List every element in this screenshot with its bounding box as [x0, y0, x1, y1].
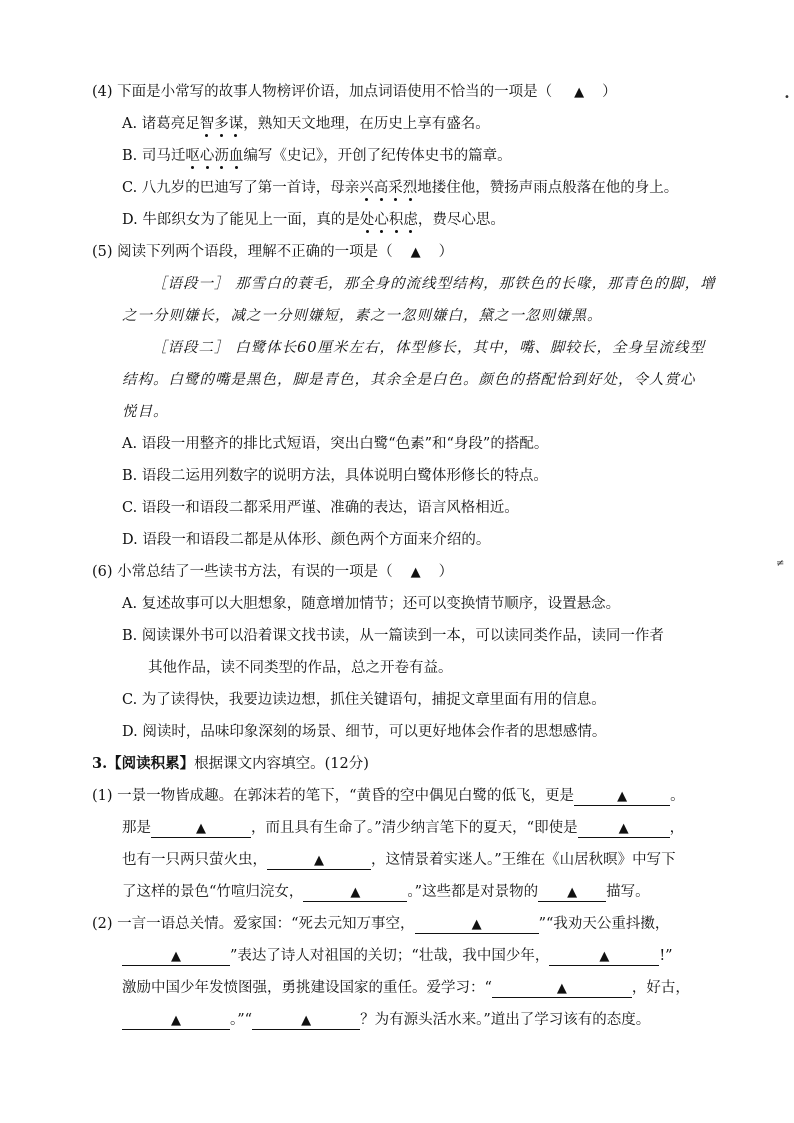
fill-blank[interactable]: [122, 947, 230, 966]
q3-1-line-2: 那是 ▲ ，而且具有生命了。”清少纳言笔下的夏天，“即使是 ▲ ，: [122, 820, 685, 836]
fill-blank[interactable]: [415, 915, 539, 934]
q4-option-a: A. 诸葛亮足智多谋，熟知天文地理，在历史上享有盛名。: [122, 116, 490, 132]
fill-blank[interactable]: [549, 947, 659, 966]
answer-triangle-icon: ▲: [410, 565, 421, 580]
q3-1-line-4: 了这样的景色“竹喧归浣女， ▲ 。”这些都是对景物的 ▲ 描写。: [122, 884, 650, 900]
fill-blank[interactable]: [122, 1011, 230, 1030]
scan-mark: •: [784, 92, 790, 103]
q6-stem-text: (6) 小常总结了一些读书方法，有误的一项是（: [92, 564, 393, 580]
q5-passage-2-line-3: 悦目。: [122, 404, 169, 420]
answer-triangle-icon: ▲: [556, 981, 567, 996]
q3-1-line-3: 也有一只两只萤火虫， ▲ ，这情景着实迷人。”王维在《山居秋暝》中写下: [122, 852, 676, 868]
q6-option-b-line-1: B. 阅读课外书可以沿着课文找书读，从一篇读到一本，可以读同类作品，读同一作者: [122, 628, 664, 644]
q6-option-a: A. 复述故事可以大胆想象，随意增加情节；还可以变换情节顺序，设置悬念。: [122, 596, 621, 612]
q3-header-label: 3.【阅读积累】: [92, 755, 195, 772]
q5-stem-text: (5) 阅读下列两个语段，理解不正确的一项是（: [92, 244, 393, 260]
q4-stem-close: ）: [602, 84, 617, 100]
q6-option-d: D. 阅读时，品味印象深刻的场景、细节，可以更好地体会作者的思想感情。: [122, 724, 607, 740]
fill-blank[interactable]: [252, 1011, 360, 1030]
answer-triangle-icon: ▲: [171, 1013, 181, 1028]
q6-stem-close: ）: [438, 564, 454, 580]
q5-stem-close: ）: [438, 244, 454, 260]
q4-stem: [92, 82, 617, 103]
q4-option-d: D. 牛郎织女为了能见上一面，真的是处心积虑，费尽心思。: [122, 212, 505, 228]
fill-blank[interactable]: [578, 819, 670, 838]
answer-triangle-icon: ▲: [350, 885, 361, 900]
q3-1-line-1: (1) 一景一物皆成趣。在郭沫若的笔下，“黄昏的空中偶见白鹭的低飞，更是 ▲ 。: [92, 788, 685, 804]
fill-blank[interactable]: [151, 819, 251, 838]
answer-triangle-icon: ▲: [314, 853, 324, 868]
q5-passage-1-line-1: ［语段一］ 那雪白的蓑毛，那全身的流线型结构，那铁色的长喙，那青色的脚，增: [152, 276, 716, 292]
scan-mark: ≠: [776, 558, 785, 569]
q5-passage-2-line-2: 结构。白鹭的嘴是黑色，脚是青色，其余全是白色。颜色的搭配恰到好处，令人赏心: [122, 372, 696, 388]
q5-option-b: B. 语段二运用列数字的说明方法，具体说明白鹭体形修长的特点。: [122, 468, 548, 484]
answer-triangle-icon: ▲: [574, 85, 585, 100]
answer-triangle-icon: ▲: [567, 885, 578, 900]
q5-stem: [92, 242, 453, 263]
answer-triangle-icon: ▲: [471, 917, 482, 932]
fill-blank[interactable]: [303, 883, 407, 902]
fill-blank[interactable]: [538, 883, 606, 902]
q5-passage-1-line-2: 之一分则嫌长，减之一分则嫌短，素之一忽则嫌白，黛之一忽则嫌黑。: [122, 308, 603, 324]
q3-2-line-4: ▲ 。”“ ▲ ？为有源头活水来。”道出了学习该有的态度。: [122, 1010, 650, 1030]
answer-triangle-icon: ▲: [599, 949, 610, 964]
q6-option-b-line-2: 其他作品，读不同类型的作品，总之开卷有益。: [148, 660, 453, 676]
q6-stem: [92, 562, 453, 583]
answer-triangle-icon: ▲: [196, 821, 206, 836]
answer-triangle-icon: ▲: [410, 245, 421, 260]
q3-header: [92, 754, 369, 774]
fill-blank[interactable]: [492, 979, 632, 998]
q5-option-c: C. 语段一和语段二都采用严谨、准确的表达，语言风格相近。: [122, 500, 519, 516]
q3-2-line-2: ▲ ”表达了诗人对祖国的关切；“壮哉，我中国少年， ▲ !”: [122, 946, 673, 966]
answer-triangle-icon: ▲: [617, 789, 628, 804]
fill-blank[interactable]: [574, 787, 670, 806]
answer-triangle-icon: ▲: [171, 949, 181, 964]
q5-passage-2-line-1: ［语段二］ 白鹭体长60厘米左右，体型修长，其中，嘴、脚较长，全身呈流线型: [152, 340, 706, 356]
q4-option-c: C. 八九岁的巴迪写了第一首诗，母亲兴高采烈地搂住他，赞扬声雨点般落在他的身上。: [122, 180, 679, 196]
q4-option-b: B. 司马迁呕心沥血编写《史记》，开创了纪传体史书的篇章。: [122, 148, 512, 164]
q5-option-d: D. 语段一和语段二都是从体形、颜色两个方面来介绍的。: [122, 532, 491, 548]
q6-option-c: C. 为了读得快，我要边读边想，抓住关键语句，捕捉文章里面有用的信息。: [122, 692, 606, 708]
q3-2-line-3: 激励中国少年发愤图强，勇挑建设国家的重任。爱学习：“ ▲ ，好古，: [122, 980, 690, 996]
q3-header-text: 根据课文内容填空。(12分): [194, 756, 369, 772]
q3-2-line-1: (2) 一言一语总关情。爱家国：“死去元知万事空， ▲ ”“我劝天公重抖擞，: [92, 916, 670, 932]
answer-triangle-icon: ▲: [618, 821, 629, 836]
q4-stem-text: (4) 下面是小常写的故事人物榜评价语，加点词语使用不恰当的一项是（: [92, 84, 553, 100]
fill-blank[interactable]: [267, 851, 371, 870]
q5-option-a: A. 语段一用整齐的排比式短语，突出白鹭“色素”和“身段”的搭配。: [122, 436, 549, 452]
answer-triangle-icon: ▲: [301, 1013, 312, 1028]
